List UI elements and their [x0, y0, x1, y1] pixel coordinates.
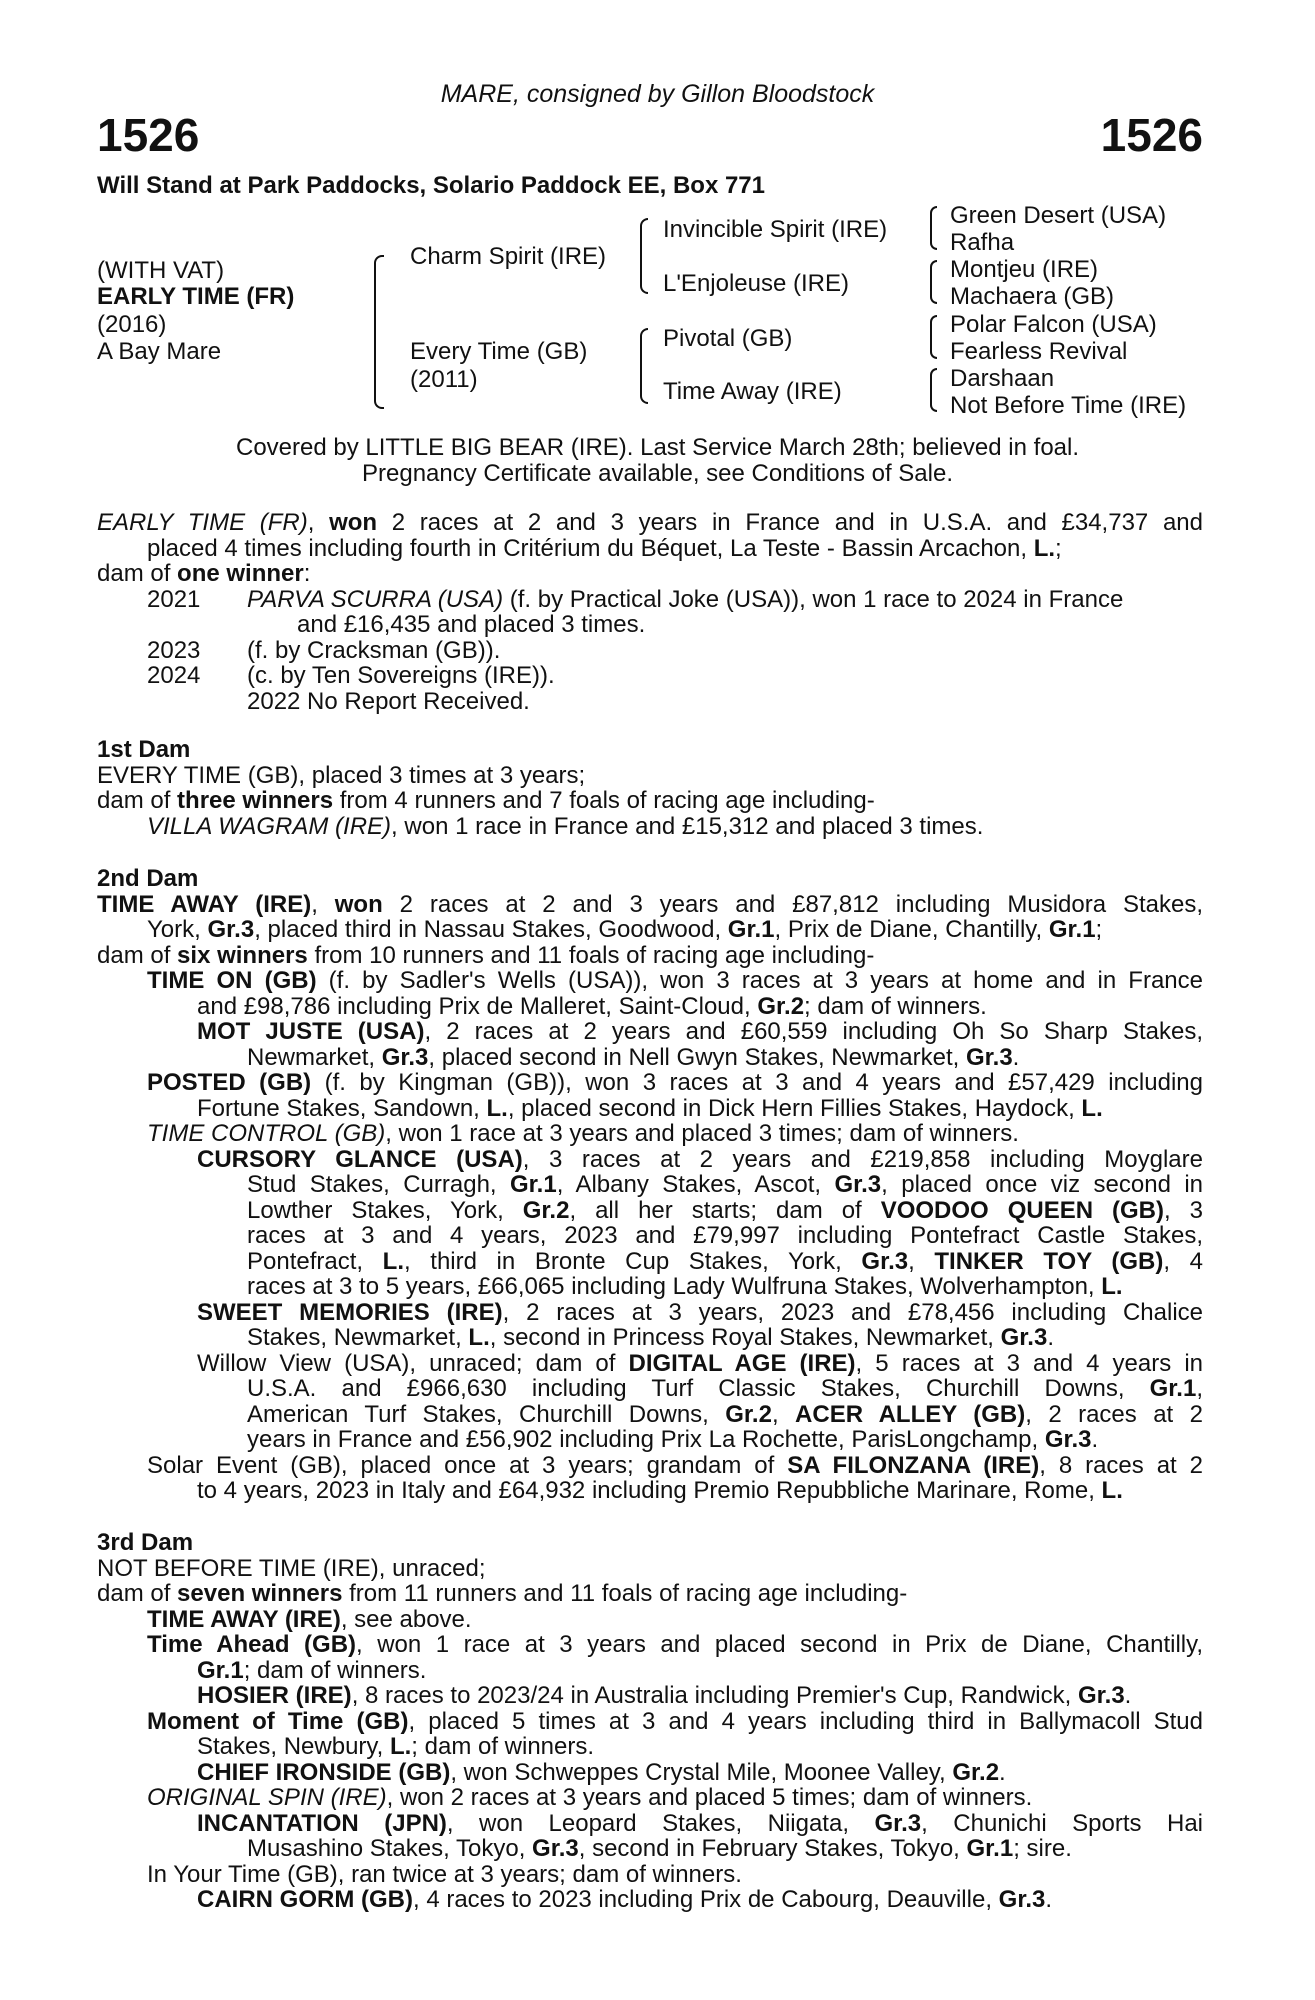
bold-text: Gr.3 — [834, 1171, 882, 1198]
bold-text: Gr.3 — [874, 1809, 922, 1837]
italic-text: ORIGINAL SPIN (IRE) — [147, 1784, 387, 1811]
text: 2 races at 2 and 3 years in France and in U.S.A. and £34,737 and — [377, 509, 1203, 536]
line-text — [247, 1249, 1203, 1275]
dam3-line — [147, 1709, 1203, 1735]
dam2-line — [197, 1351, 1203, 1377]
foal-name: PARVA SCURRA (USA) — [247, 585, 504, 613]
dam3-line — [197, 1887, 1203, 1913]
text: dam of — [97, 787, 178, 814]
text: (f. by Sadler's Wells (USA)), won 3 races at 3 years at home and in France — [316, 967, 1203, 994]
brace-ds — [930, 315, 937, 359]
bold-text: Moment of Time (GB) — [147, 1707, 409, 1735]
sire-sire-dam: Rafha — [950, 229, 1015, 256]
bold-text: L. — [382, 1247, 404, 1275]
line-text — [197, 1019, 1203, 1045]
brace-dd — [930, 368, 937, 412]
text: Solar Event (GB), placed once at 3 years; grandam of — [147, 1451, 788, 1479]
line-text — [197, 1300, 1203, 1326]
dam3-line — [147, 1785, 1203, 1811]
bold-text: TIME ON (GB) — [147, 967, 317, 994]
bold-text: Gr.3 — [1077, 1682, 1125, 1709]
text: . — [1045, 1886, 1053, 1913]
line-text — [147, 968, 1203, 994]
lot-number-right: 1526 — [1100, 109, 1203, 161]
horse-name-italic: VILLA WAGRAM (IRE) — [147, 812, 392, 840]
text: , placed second in Nell Gwyn Stakes, Newmarket, — [428, 1043, 966, 1071]
bold-text: Gr.3 — [1000, 1324, 1048, 1351]
dam2-line — [197, 994, 1203, 1020]
bold-text: Gr.3 — [381, 1043, 429, 1071]
line-text — [147, 1784, 1032, 1811]
bold-text: CHIEF IRONSIDE (GB) — [197, 1758, 451, 1786]
text: and £98,786 including Prix de Malleret, Saint-Cloud, — [197, 992, 758, 1020]
bold-text: TIME AWAY (IRE) — [97, 890, 312, 918]
text: NOT BEFORE TIME (IRE), unraced; — [97, 1554, 486, 1582]
text: (f. by Practical Joke (USA)), won 1 race to 2024 in France — [503, 585, 1124, 613]
covered-line: Covered by LITTLE BIG BEAR (IRE). Last Service March 28th; believed in foal. — [235, 434, 1080, 461]
bold-text: won — [334, 890, 383, 918]
dam2-line — [247, 1274, 1203, 1300]
text: , — [908, 1247, 935, 1275]
dam3-line — [197, 1811, 1203, 1837]
dam2-line — [247, 1223, 1203, 1249]
line-text — [147, 1120, 1019, 1147]
text: ; sire. — [1013, 1835, 1072, 1862]
text: Musashino Stakes, Tokyo, — [247, 1835, 533, 1862]
bold-text: CURSORY GLANCE (USA) — [197, 1145, 523, 1173]
bold-text: ACER ALLEY (GB) — [795, 1400, 1026, 1428]
sire-dam-sire: Montjeu (IRE) — [950, 256, 1099, 283]
bold-text: Gr.2 — [725, 1400, 772, 1428]
text: , all her starts; dam of — [569, 1196, 881, 1224]
text: , won 1 race in France and £15,312 and placed 3 times. — [391, 812, 984, 840]
text: years in France and £56,902 including Prix La Rochette, ParisLongchamp, — [247, 1426, 1045, 1453]
dam2-line — [197, 1096, 1203, 1122]
line-text — [197, 1682, 1131, 1709]
bold-text: MOT JUSTE (USA) — [197, 1018, 425, 1045]
text: , Prix de Diane, Chantilly, — [774, 916, 1049, 943]
dam2-line — [147, 917, 1203, 943]
dam2-line — [247, 1198, 1203, 1224]
bold-text: Gr.1 — [1149, 1375, 1197, 1402]
line-text — [247, 1835, 1072, 1862]
text: from 10 runners and 11 foals of racing age including- — [307, 941, 875, 969]
section-title: 1st Dam — [97, 736, 191, 763]
line-text — [147, 1606, 472, 1633]
section-title: 3rd Dam — [97, 1529, 194, 1556]
line-text — [247, 1223, 1203, 1249]
text: EVERY TIME (GB), placed 3 times at 3 years; — [97, 761, 586, 789]
line-text — [147, 1709, 1203, 1735]
text: , 4 — [1163, 1247, 1204, 1275]
horse-name: EARLY TIME (FR) — [97, 283, 295, 310]
sire-sire-sire: Green Desert (USA) — [950, 202, 1167, 229]
text: Willow View (USA), unraced; dam of — [197, 1349, 629, 1377]
line-text — [247, 1376, 1203, 1402]
text: , 2 races at 2 — [1025, 1400, 1203, 1428]
bold-text: L. — [1101, 1477, 1123, 1504]
bold-text: TINKER TOY (GB) — [934, 1247, 1164, 1275]
bold-text: SA FILONZANA (IRE) — [787, 1451, 1040, 1479]
bold-text: DIGITAL AGE (IRE) — [628, 1349, 856, 1377]
dam2-line — [247, 1172, 1203, 1198]
text: . — [1124, 1682, 1132, 1709]
text: (f. by Kingman (GB)), won 3 races at 3 and 4 years and £57,429 including — [311, 1069, 1203, 1096]
horse-vat: (WITH VAT) — [97, 257, 225, 284]
line-text — [247, 1172, 1203, 1198]
text: , 3 — [1164, 1196, 1203, 1224]
bold-text: Gr.2 — [757, 992, 805, 1020]
text: , won 2 races at 3 years and placed 5 times; dam of winners. — [386, 1784, 1033, 1811]
bold-text: SWEET MEMORIES (IRE) — [197, 1298, 503, 1326]
dam-dam-dam: Not Before Time (IRE) — [950, 392, 1187, 419]
bold-text: Gr.1 — [727, 916, 775, 943]
line-text — [247, 1273, 1123, 1300]
text: . — [1047, 1324, 1054, 1351]
brace-sire — [640, 218, 648, 294]
dam2-line — [147, 1453, 1203, 1479]
first-dam-section — [97, 737, 1203, 839]
line-text — [197, 1811, 1203, 1837]
text: 2022 No Report Received. — [247, 687, 530, 715]
text: American Turf Stakes, Churchill Downs, — [247, 1400, 726, 1428]
dam2-line — [197, 1019, 1203, 1045]
bold-text: Gr.3 — [998, 1886, 1046, 1913]
produce-2023 — [97, 638, 1203, 664]
text: , placed second in Dick Hern Fillies Stakes, Haydock, — [507, 1094, 1082, 1122]
bold-text: Gr.3 — [861, 1247, 909, 1275]
section-title: 2nd Dam — [97, 865, 199, 892]
text: , placed once viz second in — [881, 1171, 1203, 1198]
pregnancy-line: Pregnancy Certificate available, see Conditions of Sale. — [362, 460, 953, 487]
line-text — [197, 1759, 1006, 1786]
listed-label: L. — [1033, 534, 1056, 562]
dam2-line — [197, 1300, 1203, 1326]
bold-text: Gr.2 — [952, 1758, 1000, 1786]
text: 2 races at 2 and 3 years and £87,812 including Musidora Stakes, — [382, 890, 1203, 918]
produce-2024 — [97, 663, 1203, 689]
text: Lowther Stakes, York, — [247, 1196, 523, 1224]
dam-sire-dam: Fearless Revival — [950, 338, 1128, 365]
winners-count: one winner — [177, 560, 304, 587]
line-text — [147, 1632, 1203, 1658]
text: (c. by Ten Sovereigns (IRE)). — [247, 662, 555, 689]
dam3-line — [197, 1734, 1203, 1760]
text: , 2 races at 2 years and £60,559 including Oh So Sharp Stakes, — [424, 1018, 1203, 1045]
bold-text: CAIRN GORM (GB) — [197, 1886, 413, 1913]
text: dam of — [97, 1580, 178, 1607]
third-dam-section — [97, 1530, 1203, 1913]
dam2-line — [247, 1376, 1203, 1402]
text: Stud Stakes, Curragh, — [247, 1171, 510, 1198]
bold-text: Gr.1 — [510, 1171, 557, 1198]
bold-text: Time Ahead (GB) — [147, 1631, 357, 1658]
text: , Albany Stakes, Ascot, — [556, 1171, 835, 1198]
text: ; — [1095, 916, 1103, 943]
text: . — [999, 1758, 1006, 1786]
line-text — [247, 1426, 1098, 1453]
text: York, — [147, 916, 208, 943]
produce-line-1 — [97, 510, 1203, 536]
text: Pontefract, — [247, 1247, 383, 1275]
dam-sire-sire: Polar Falcon (USA) — [950, 311, 1157, 338]
dam3-line — [197, 1658, 1203, 1684]
text: Stakes, Newbury, — [197, 1733, 390, 1760]
line-text — [147, 1070, 1203, 1096]
text: , 8 races at 2 — [1039, 1451, 1203, 1479]
dam3-line — [97, 1556, 1203, 1582]
text: (f. by Cracksman (GB)). — [247, 636, 501, 664]
text: , won 1 race at 3 years and placed 3 times; dam of winners. — [385, 1120, 1019, 1147]
bold-text: Gr.3 — [207, 916, 255, 943]
line-text — [97, 942, 874, 969]
bold-text: L. — [1101, 1273, 1123, 1300]
foal-year: 2024 — [147, 662, 201, 689]
dam2-line — [97, 943, 1203, 969]
text: , 3 races at 2 years and £219,858 including Moyglare — [522, 1145, 1203, 1173]
line-text — [247, 1402, 1203, 1428]
sire: Charm Spirit (IRE) — [410, 243, 607, 270]
text: In Your Time (GB), ran twice at 3 years; dam of winners. — [147, 1860, 742, 1888]
text: , 2 races at 3 years, 2023 and £78,456 including Chalice — [502, 1298, 1203, 1326]
sire-sire: Invincible Spirit (IRE) — [663, 216, 888, 243]
text: and £16,435 and placed 3 times. — [297, 611, 646, 638]
text: to 4 years, 2023 in Italy and £64,932 including Premio Repubbliche Marinare, Rome, — [197, 1477, 1102, 1504]
stand-location: Will Stand at Park Paddocks, Solario Paddock EE, Box 771 — [97, 172, 766, 199]
line-text — [197, 1095, 1103, 1122]
text: , won Leopard Stakes, Niigata, — [446, 1809, 875, 1837]
sire-dam: L'Enjoleuse (IRE) — [663, 270, 849, 297]
line-text — [97, 1580, 907, 1607]
bold-text: L. — [486, 1094, 508, 1122]
line-text — [197, 1657, 426, 1684]
text: : — [303, 560, 311, 587]
dam-dam-sire: Darshaan — [950, 365, 1055, 392]
text: from 11 runners and 11 foals of racing age including- — [342, 1580, 908, 1607]
text: ; dam of winners. — [804, 992, 987, 1020]
bold-text: Gr.3 — [532, 1835, 579, 1862]
line-text — [197, 1886, 1052, 1913]
brace-dam — [640, 328, 648, 404]
dam-dam: Time Away (IRE) — [663, 378, 842, 405]
horse-year: (2016) — [97, 311, 167, 338]
text: U.S.A. and £966,630 including Turf Classic Stakes, Churchill Downs, — [247, 1375, 1150, 1402]
dam2-line — [247, 1402, 1203, 1428]
bold-text: Gr.2 — [522, 1196, 570, 1224]
produce-record — [97, 510, 1203, 714]
dam2-line — [197, 1478, 1203, 1504]
text: ; dam of winners. — [243, 1656, 427, 1684]
text: from 4 runners and 7 foals of racing age including- — [333, 787, 875, 814]
dam2-line — [247, 1045, 1203, 1071]
line-text — [147, 1861, 742, 1888]
text: Newmarket, — [247, 1043, 382, 1071]
text: placed 4 times including fourth in Critérium du Béquet, La Teste - Bassin Arcachon, — [147, 534, 1034, 562]
text: , 8 races to 2023/24 in Australia including Premier's Cup, Randwick, — [351, 1682, 1078, 1709]
dam3-line — [197, 1683, 1203, 1709]
text: . — [1091, 1426, 1099, 1453]
line-text — [197, 1477, 1123, 1504]
dam3-line — [147, 1632, 1203, 1658]
bold-text: Gr.3 — [965, 1043, 1013, 1071]
text: races at 3 and 4 years, 2023 and £79,997 including Pontefract Castle Stakes, — [247, 1222, 1203, 1249]
dam2-line — [147, 1121, 1203, 1147]
winners-count: three winners — [177, 787, 334, 814]
bold-text: TIME AWAY (IRE) — [147, 1605, 341, 1633]
text: dam of — [97, 941, 178, 969]
text: , — [307, 509, 330, 536]
second-dam-section — [97, 866, 1203, 1504]
bold-text: Gr.1 — [1048, 916, 1096, 943]
text: races at 3 to 5 years, £66,065 including Lady Wulfruna Stakes, Wolverhampton, — [247, 1273, 1102, 1300]
bold-text: L. — [1081, 1094, 1103, 1122]
text: , — [771, 1400, 796, 1428]
line-text — [247, 1198, 1203, 1224]
text: , — [1196, 1375, 1203, 1402]
line-text — [197, 993, 987, 1020]
dam-year: (2011) — [410, 366, 478, 393]
line-text — [197, 1147, 1203, 1173]
foal-year: 2021 — [147, 585, 201, 613]
lot-number-left: 1526 — [97, 109, 200, 161]
text: , placed third in Nassau Stakes, Goodwood, — [254, 916, 728, 943]
brace-gen1 — [374, 255, 384, 409]
line-text — [197, 1351, 1203, 1377]
dam2-line — [247, 1427, 1203, 1453]
text: , second in Princess Royal Stakes, Newmarket, — [489, 1324, 1001, 1351]
dam3-line — [147, 1862, 1203, 1888]
line-text — [97, 1555, 486, 1582]
consignor-line: MARE, consigned by Gillon Bloodstock — [440, 80, 875, 108]
text: , see above. — [340, 1605, 472, 1633]
line-text — [147, 1453, 1203, 1479]
text: , placed 5 times at 3 and 4 years including third in Ballymacoll Stud — [408, 1707, 1204, 1735]
horse-name-italic: EARLY TIME (FR) — [97, 509, 308, 536]
line-text — [97, 892, 1203, 918]
text: , won 1 race at 3 years and placed second in Prix de Diane, Chantilly, — [356, 1631, 1204, 1658]
bold-text: six winners — [177, 941, 308, 969]
dam3-line — [97, 1581, 1203, 1607]
bold-text: HOSIER (IRE) — [197, 1682, 352, 1709]
won-label: won — [329, 509, 378, 536]
bold-text: POSTED (GB) — [147, 1069, 312, 1096]
text: , — [311, 890, 335, 918]
text: . — [1012, 1043, 1020, 1071]
italic-text: TIME CONTROL (GB) — [147, 1120, 386, 1147]
text: ; dam of winners. — [411, 1733, 595, 1760]
brace-ss — [930, 206, 937, 250]
dam2-line — [147, 968, 1203, 994]
dam2-line — [247, 1325, 1203, 1351]
dam3-line — [147, 1607, 1203, 1633]
bold-text: seven winners — [177, 1580, 343, 1607]
brace-sd — [930, 260, 937, 304]
sire-dam-dam: Machaera (GB) — [950, 283, 1115, 310]
line-text — [247, 1324, 1054, 1351]
line-text — [197, 1733, 594, 1760]
dam: Every Time (GB) — [410, 338, 588, 365]
line-text — [147, 916, 1102, 943]
text: , 5 races at 3 and 4 years in — [855, 1349, 1204, 1377]
foal-year: 2023 — [147, 636, 201, 664]
text: , 4 races to 2023 including Prix de Cabourg, Deauville, — [412, 1886, 999, 1913]
bold-text: INCANTATION (JPN) — [197, 1809, 447, 1837]
bold-text: L. — [389, 1733, 412, 1760]
bold-text: Gr.3 — [1044, 1426, 1092, 1453]
text: , third in Bronte Cup Stakes, York, — [404, 1247, 862, 1275]
bold-text: VOODOO QUEEN (GB) — [880, 1196, 1164, 1224]
produce-2021 — [97, 587, 1203, 613]
line-text — [247, 1044, 1019, 1071]
dam3-line — [247, 1836, 1203, 1862]
text: dam of — [97, 560, 178, 587]
dam-sire: Pivotal (GB) — [663, 325, 793, 352]
text: , won Schweppes Crystal Mile, Moonee Valley, — [450, 1758, 953, 1786]
text: , Chunichi Sports Hai — [921, 1809, 1204, 1837]
text: ; — [1055, 534, 1062, 562]
bold-text: Gr.1 — [197, 1656, 244, 1684]
horse-description: A Bay Mare — [97, 338, 222, 365]
text: , second in February Stakes, Tokyo, — [578, 1835, 967, 1862]
bold-text: L. — [468, 1324, 490, 1351]
dam2-line — [197, 1147, 1203, 1173]
bold-text: Gr.1 — [966, 1835, 1014, 1862]
dam2-line — [247, 1249, 1203, 1275]
text: Fortune Stakes, Sandown, — [197, 1094, 487, 1122]
dam2-line — [97, 892, 1203, 918]
text: Stakes, Newmarket, — [247, 1324, 469, 1351]
dam2-line — [147, 1070, 1203, 1096]
dam3-line — [197, 1760, 1203, 1786]
